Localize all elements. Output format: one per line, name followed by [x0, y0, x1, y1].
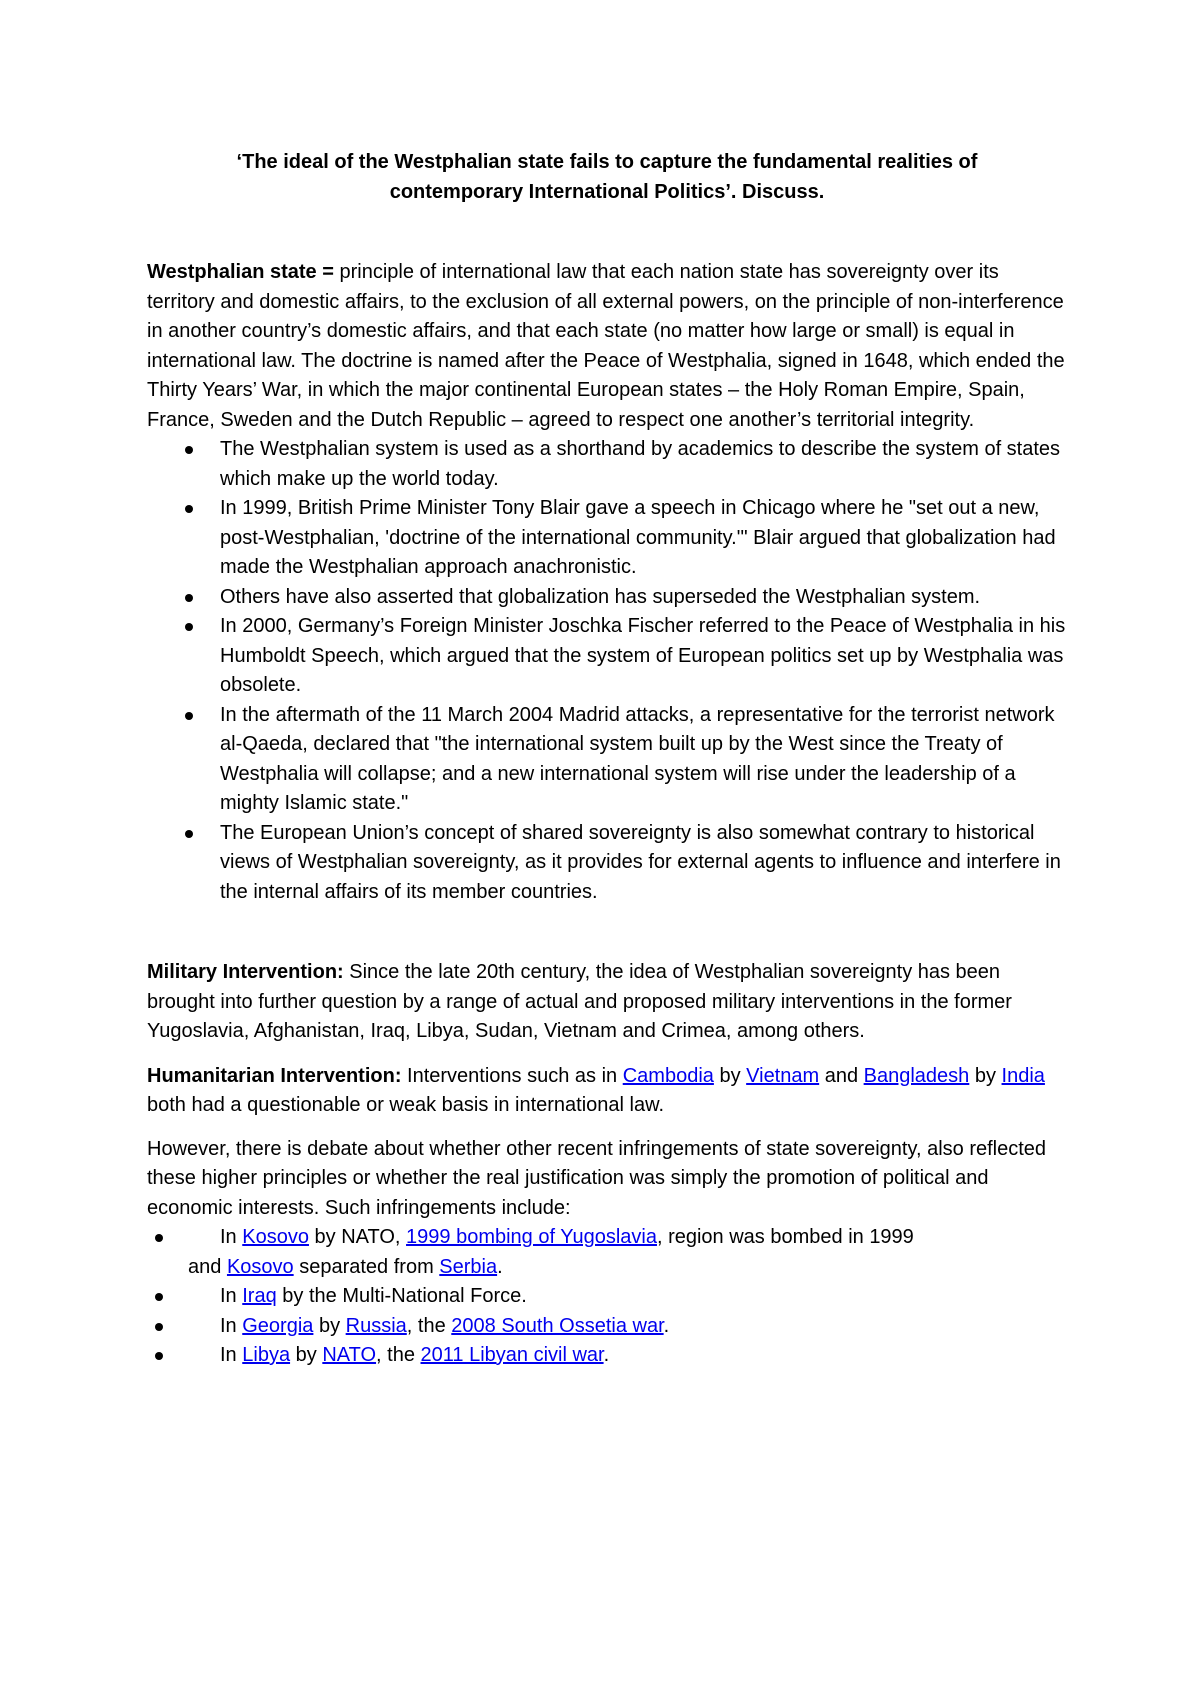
title-line-1: ‘The ideal of the Westphalian state fails to capture the fundamental realities of: [236, 151, 978, 173]
bullet-icon: [155, 1293, 163, 1301]
list-item: In 1999, British Prime Minister Tony Blair gave a speech in Chicago where he "set out a new, post-Westphalian, 'doctrine of the international community.'" Blair argued that globalization had made the Westphalian approach anachronistic.: [147, 494, 1067, 583]
document-body: [147, 148, 1067, 1371]
link-1999-bombing-of-yugoslavia[interactable]: 1999 bombing of Yugoslavia: [406, 1226, 657, 1248]
definition-text: principle of international law that each nation state has sovereignty over its territory and domestic affairs, to the exclusion of all external powers, on the principle of non-interference in another country’s domestic affairs, and that each state (no matter how large or small) is equal in international law. The doctrine is named after the Peace of Westphalia, signed in 1648, which ended the Thirty Years’ War, in which the major continental European states – the Holy Roman Empire, Spain, France, Sweden and the Dutch Republic – agreed to respect one another’s territorial integrity.: [147, 261, 1065, 431]
bullet-icon: [185, 505, 193, 513]
military-intervention-paragraph: Military Intervention: Since the late 20th century, the idea of Westphalian sovereignty has been brought into further question by a range of actual and proposed military interventions in the former Yugoslavia, Afghanistan, Iraq, Libya, Sudan, Vietnam and Crimea, among others.: [147, 961, 1012, 1042]
list-item: The Westphalian system is used as a shorthand by academics to describe the system of states which make up the world today.: [147, 435, 1067, 494]
list-item-libya: In Libya by NATO, the 2011 Libyan civil war.: [147, 1341, 1067, 1371]
link-kosovo[interactable]: Kosovo: [242, 1226, 309, 1248]
definition-term: Westphalian state =: [147, 261, 334, 283]
link-cambodia[interactable]: Cambodia: [622, 1064, 714, 1087]
list-item: Others have also asserted that globalization has superseded the Westphalian system.: [147, 583, 1067, 613]
link-libya[interactable]: Libya: [242, 1344, 291, 1366]
definition-paragraph: [147, 258, 1067, 435]
link-serbia[interactable]: Serbia: [439, 1255, 498, 1278]
link-vietnam[interactable]: Vietnam: [746, 1064, 820, 1087]
link-georgia[interactable]: Georgia: [242, 1314, 314, 1337]
bullet-icon: [185, 594, 193, 602]
bullet-icon: [155, 1323, 163, 1331]
list-item-iraq: In Iraq by the Multi-National Force.: [147, 1282, 1067, 1312]
link-india[interactable]: India: [1001, 1064, 1045, 1087]
bullet-icon: [185, 623, 193, 631]
humanitarian-label: Humanitarian Intervention:: [147, 1064, 402, 1087]
however-paragraph: However, there is debate about whether other recent infringements of state sovereignty, also reflected these higher principles or whether the real justification was simply the promotion of political and economic interests. Such infringements include:: [147, 1137, 1047, 1219]
link-2008-south-ossetia-war[interactable]: 2008 South Ossetia war: [451, 1314, 664, 1337]
military-label: Military Intervention:: [147, 961, 344, 983]
bullet-icon: [185, 830, 193, 838]
title-line-2: contemporary International Politics’. Discuss.: [389, 180, 825, 203]
link-kosovo-2[interactable]: Kosovo: [226, 1255, 294, 1278]
westphalian-bullet-list: [147, 435, 1067, 907]
list-item-georgia: In Georgia by Russia, the 2008 South Ossetia war.: [147, 1312, 1067, 1342]
link-russia[interactable]: Russia: [345, 1314, 407, 1337]
list-item: In the aftermath of the 11 March 2004 Madrid attacks, a representative for the terrorist network al-Qaeda, declared that "the international system built up by the West since the Treaty of Westphalia will collapse; and a new international system will rise under the leadership of a mighty Islamic state.": [147, 701, 1067, 819]
list-item-kosovo: In Kosovo by NATO, 1999 bombing of Yugoslavia, region was bombed in 1999 and Kosovo separated from Serbia.: [147, 1223, 1067, 1282]
link-nato[interactable]: NATO: [322, 1344, 377, 1366]
humanitarian-intervention-paragraph: Humanitarian Intervention: Interventions such as in Cambodia by Vietnam and Bangladesh by India both had a questionable or weak basis in international law.: [147, 1064, 1045, 1116]
link-2011-libyan-civil-war[interactable]: 2011 Libyan civil war: [420, 1344, 604, 1366]
infringements-list: [147, 1223, 1067, 1371]
essay-title: [147, 148, 1067, 207]
bullet-icon: [185, 446, 193, 454]
link-iraq[interactable]: Iraq: [242, 1285, 277, 1307]
list-item: The European Union’s concept of shared sovereignty is also somewhat contrary to historical views of Westphalian sovereignty, as it provides for external agents to influence and interfere in the internal affairs of its member countries.: [147, 819, 1067, 908]
bullet-icon: [155, 1352, 163, 1360]
bullet-icon: [185, 712, 193, 720]
link-bangladesh[interactable]: Bangladesh: [863, 1064, 970, 1087]
list-item: In 2000, Germany’s Foreign Minister Joschka Fischer referred to the Peace of Westphalia in his Humboldt Speech, which argued that the system of European politics set up by Westphalia was obsolete.: [147, 612, 1067, 701]
bullet-icon: [155, 1234, 163, 1242]
